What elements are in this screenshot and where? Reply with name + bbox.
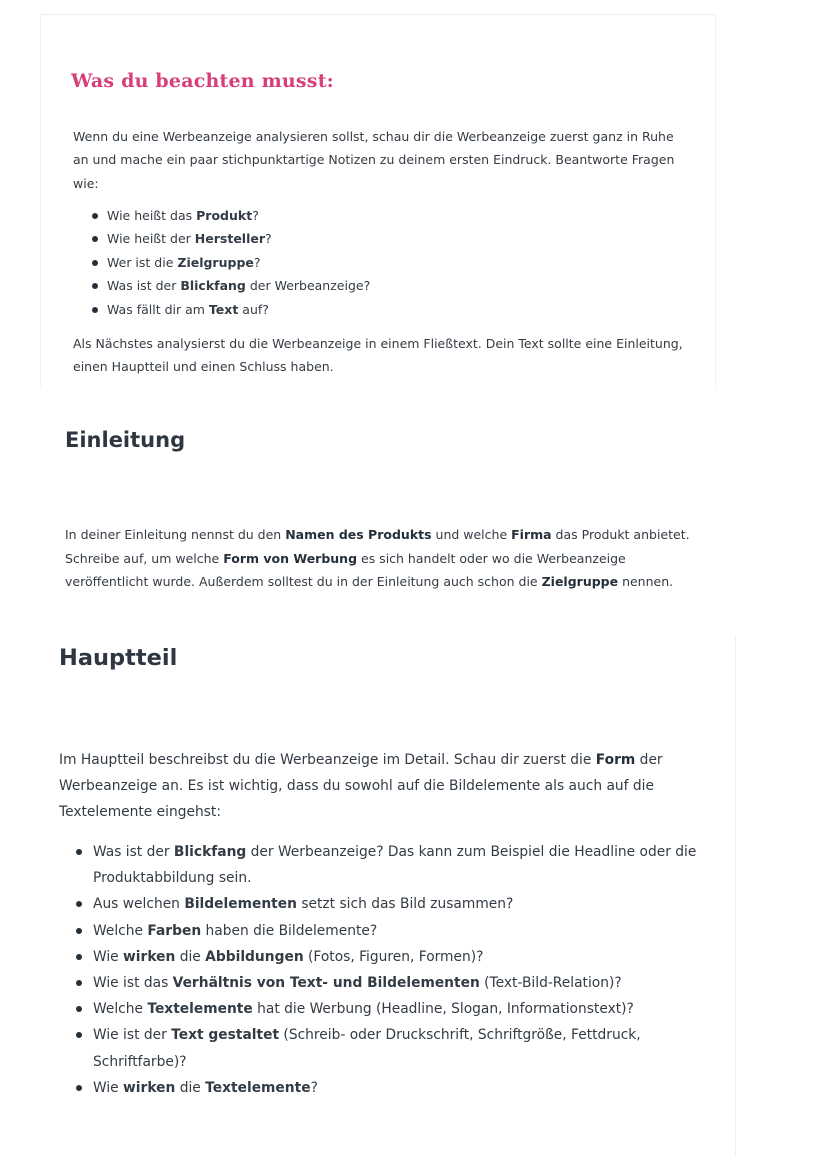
text-run: und welche (431, 527, 512, 542)
text-run: Wie (93, 948, 124, 965)
text-run: Wie heißt der (107, 231, 195, 247)
list-item (76, 1075, 716, 1101)
text-run: Wie heißt das (107, 208, 197, 223)
list-item (92, 227, 370, 250)
info-box-question-list (92, 204, 370, 321)
text-run: ? (310, 1079, 318, 1096)
list-item (92, 274, 370, 297)
text-run: (Text-Bild-Relation)? (479, 975, 622, 992)
bold-keyword: Zielgruppe (541, 574, 619, 590)
bold-keyword: Abbildungen (205, 948, 304, 965)
list-item (76, 891, 716, 917)
text-run: Was fällt dir am (107, 301, 209, 317)
text-run: es sich handelt oder wo die Werbeanzeige veröffentlicht wurde. Außerdem solltest du in der Einleitung auch schon die (65, 550, 626, 590)
text-run: Was ist der (107, 278, 181, 294)
info-box-title: Was du beachten musst: (71, 70, 334, 92)
bold-keyword: wirken (123, 1079, 176, 1096)
bold-keyword: Farben (147, 922, 202, 939)
text-run: die (175, 1079, 206, 1096)
bold-keyword: Textelemente (205, 1079, 311, 1096)
bold-keyword: Verhältnis von Text- und Bildelementen (172, 975, 480, 992)
text-run: Wie ist das (93, 975, 173, 992)
text-run: Wer ist die (107, 254, 178, 270)
text-run: Wie ist der (93, 1027, 172, 1044)
list-item (76, 918, 716, 944)
bold-keyword: Blickfang (180, 278, 246, 294)
text-run: der Werbeanzeige? Das kann zum Beispiel die Headline oder die Produktabbildung sein. (93, 844, 697, 887)
list-item (76, 839, 716, 891)
text-run: der Werbeanzeige an. Es ist wichtig, dass du sowohl auf die Bildelemente als auch auf die Textelemente eingehst: (59, 752, 663, 821)
list-item (92, 251, 370, 274)
bold-keyword: Zielgruppe (177, 254, 254, 270)
text-run: haben die Bildelemente? (201, 922, 378, 939)
list-item (92, 204, 370, 227)
text-run: die (175, 948, 206, 965)
text-run: setzt sich das Bild zusammen? (296, 896, 514, 913)
list-item (76, 944, 716, 970)
text-run: nennen. (618, 574, 674, 590)
bold-keyword: Blickfang (173, 844, 247, 860)
page-divider (735, 636, 736, 1156)
hauptteil-text (59, 747, 669, 826)
heading-hauptteil: Hauptteil (59, 645, 178, 671)
bold-keyword: Text (208, 301, 239, 317)
text-run: Was ist der (93, 844, 174, 860)
text-run: (Fotos, Figuren, Formen)? (303, 948, 484, 965)
bold-keyword: Text gestaltet (171, 1027, 280, 1044)
info-box-outro (73, 332, 693, 379)
bold-keyword: Firma (511, 527, 552, 542)
bold-keyword: Hersteller (194, 231, 266, 247)
heading-einleitung: Einleitung (65, 428, 186, 452)
text-run: Welche (93, 1001, 148, 1018)
bold-keyword: wirken (123, 948, 176, 965)
text-run: ? (253, 254, 261, 270)
list-item (76, 996, 716, 1022)
list-item (76, 1022, 716, 1074)
hauptteil-question-list (76, 839, 716, 1101)
text-run: ? (265, 231, 272, 247)
text-run: Welche (93, 922, 148, 939)
bold-keyword: Produkt (196, 208, 253, 223)
text-run: das Produkt anbietet. Schreibe auf, um welche (65, 527, 690, 566)
text-run: Wenn du eine Werbeanzeige analysieren sollst, schau dir die Werbeanzeige zuerst ganz in Ruhe an und mache ein paar stichpunktartige Notizen zu deinem ersten Eindruck. Beantworte Fragen wie: (73, 129, 675, 191)
text-run: Aus welchen (93, 896, 185, 913)
bold-keyword: Form (595, 752, 636, 768)
info-box-intro (73, 125, 683, 195)
text-run: (Schreib- oder Druckschrift, Schriftgröße, Fettdruck, Schriftfarbe)? (93, 1027, 641, 1070)
text-run: auf? (238, 301, 269, 317)
text-run: Als Nächstes analysierst du die Werbeanzeige in einem Fließtext. Dein Text sollte eine Einleitung, einen Hauptteil und einen Schluss haben. (73, 336, 683, 375)
text-run: In deiner Einleitung nennst du den (65, 527, 286, 542)
list-item (76, 970, 716, 996)
einleitung-text (65, 523, 690, 594)
bold-keyword: Form von Werbung (223, 550, 358, 566)
bold-keyword: Namen des Produkts (285, 527, 432, 542)
text-run: hat die Werbung (Headline, Slogan, Informationstext)? (252, 1001, 634, 1018)
text-run: Im Hauptteil beschreibst du die Werbeanzeige im Detail. Schau dir zuerst die (59, 752, 596, 768)
bold-keyword: Textelemente (147, 1001, 253, 1018)
text-run: ? (252, 208, 259, 223)
list-item (92, 298, 370, 321)
bold-keyword: Bildelementen (184, 896, 297, 913)
text-run: der Werbeanzeige? (245, 278, 371, 294)
text-run: Wie (93, 1079, 124, 1096)
